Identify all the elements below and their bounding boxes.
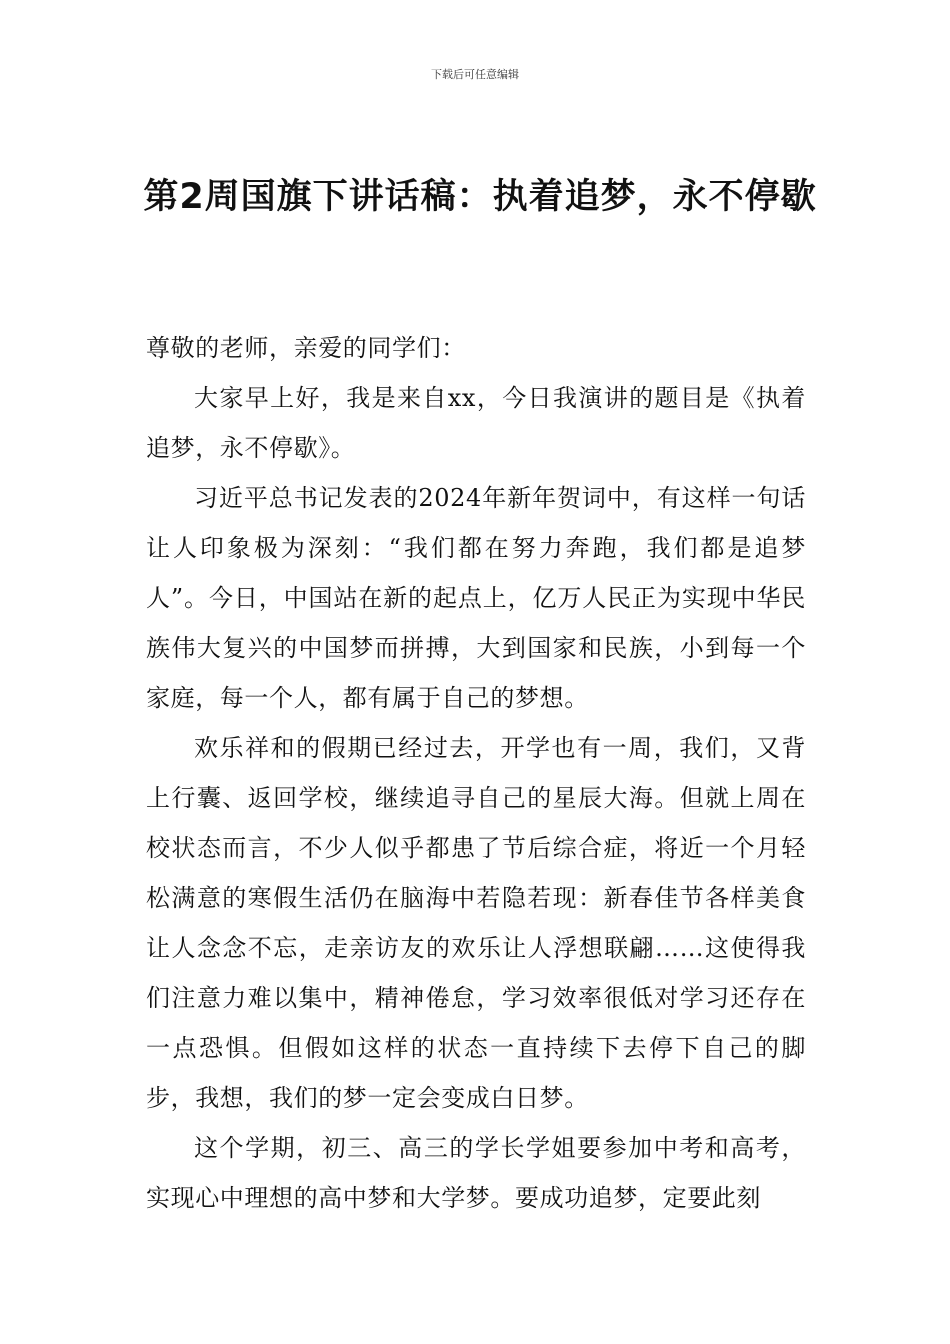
document-body: [146, 323, 806, 1223]
paragraph: 这个学期，初三、高三的学长学姐要参加中考和高考，实现心中理想的高中梦和大学梦。要成功追梦，定要此刻: [146, 1134, 806, 1212]
paragraph: 习近平总书记发表的2024年新年贺词中，有这样一句话让人印象极为深刻：“我们都在努力奔跑，我们都是追梦人”。今日，中国站在新的起点上，亿万人民正为实现中华民族伟大复兴的中国梦而拼搏，大到国家和民族，小到每一个家庭，每一个人，都有属于自己的梦想。: [146, 484, 806, 712]
page-header-note: 下载后可任意编辑: [431, 68, 519, 81]
paragraph: 欢乐祥和的假期已经过去，开学也有一周，我们，又背上行囊、返回学校，继续追寻自己的星辰大海。但就上周在校状态而言，不少人似乎都患了节后综合症，将近一个月轻松满意的寒假生活仍在脑海中若隐若现：新春佳节各样美食让人念念不忘，走亲访友的欢乐让人浮想联翩……这使得我们注意力难以集中，精神倦怠，学习效率很低对学习还存在一点恐惧。但假如这样的状态一直持续下去停下自己的脚步，我想，我们的梦一定会变成白日梦。: [146, 734, 806, 1112]
salutation: 尊敬的老师，亲爱的同学们：: [146, 334, 466, 362]
document-title: 第2周国旗下讲话稿：执着追梦，永不停歇: [143, 177, 817, 217]
paragraph: 大家早上好，我是来自xx，今日我演讲的题目是《执着追梦，永不停歇》。: [146, 384, 806, 462]
